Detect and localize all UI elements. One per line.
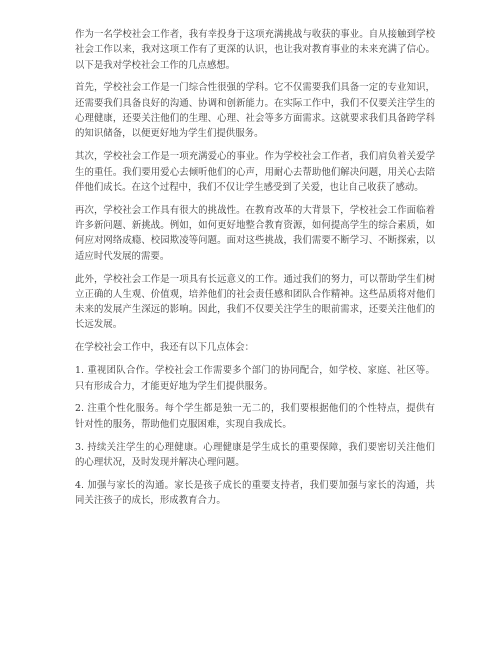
third-point-paragraph: 再次，学校社会工作具有很大的挑战性。在教育改革的大背景下，学校社会工作面临着许多新问题、新挑战。例如，如何更好地整合教育资源，如何提高学生的综合素质，如何应对网络成瘾、校园欺凌等问题。面对这些挑战，我们需要不断学习、不断探索，以适应时代发展的需要。 bbox=[75, 204, 435, 262]
list-item-personalized-service: 2. 注重个性化服务。每个学生都是独一无二的，我们要根据他们的个性特点，提供有针对性的服务，帮助他们克服困难，实现自我成长。 bbox=[75, 403, 435, 430]
document-body bbox=[75, 27, 435, 516]
list-item-mental-health: 3. 持续关注学生的心理健康。心理健康是学生成长的重要保障，我们要密切关注他们的心理状况，及时发现并解决心理问题。 bbox=[75, 441, 435, 468]
intro-paragraph: 作为一名学校社会工作者，我有幸投身于这项充满挑战与收获的事业。自从接触到学校社会工作以来，我对这项工作有了更深的认识，也让我对教育事业的未来充满了信心。以下是我对学校社会工作的几点感想。 bbox=[75, 29, 435, 71]
insights-heading-paragraph: 在学校社会工作中，我还有以下几点体会： bbox=[75, 342, 255, 354]
list-item-teamwork: 1. 重视团队合作。学校社会工作需要多个部门的协同配合，如学校、家庭、社区等。只有形成合力，才能更好地为学生们提供服务。 bbox=[75, 365, 435, 392]
list-item-parent-communication: 4. 加强与家长的沟通。家长是孩子成长的重要支持者，我们要加强与家长的沟通，共同关注孩子的成长，形成教育合力。 bbox=[75, 479, 435, 507]
fourth-point-paragraph: 此外，学校社会工作是一项具有长远意义的工作。通过我们的努力，可以帮助学生们树立正确的人生观、价值观，培养他们的社会责任感和团队合作精神。这些品质将对他们未来的发展产生深远的影响。因此，我们不仅要关注学生的眼前需求，还要关注他们的长远发展。 bbox=[75, 273, 435, 331]
second-point-paragraph: 其次，学校社会工作是一项充满爱心的事业。作为学校社会工作者，我们肩负着关爱学生的重任。我们要用爱心去倾听他们的心声，用耐心去帮助他们解决问题，用关心去陪伴他们成长。在这个过程中，我们不仅让学生感受到了关爱，也让自己收获了感动。 bbox=[75, 151, 435, 193]
first-point-paragraph: 首先，学校社会工作是一门综合性很强的学科。它不仅需要我们具备一定的专业知识，还需要我们具备良好的沟通、协调和创新能力。在实际工作中，我们不仅要关注学生的心理健康，还要关注他们的生理、心理、社会等多方面需求。这就要求我们具备跨学科的知识储备，以便更好地为学生们提供服务。 bbox=[75, 82, 435, 140]
